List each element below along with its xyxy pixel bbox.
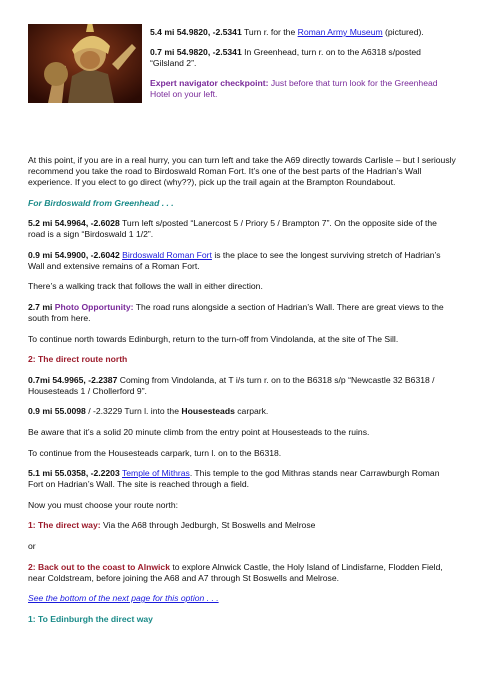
mithras-distance: 5.1 mi 55.0358, -2.2203 <box>28 468 120 479</box>
birdoswald-distance: 0.9 mi 54.9900, -2.6042 <box>28 249 120 260</box>
photo-opportunity: 2.7 mi Photo Opportunity: The road runs alongside a section of Hadrian’s Wall. There are great views to the south from here. <box>28 301 444 323</box>
birdoswald-roman-fort-link[interactable]: Birdoswald Roman Fort <box>122 249 212 260</box>
choose-route-note: Now you must choose your route north: <box>28 499 178 510</box>
museum-direction: 5.4 mi 54.9820, -2.5341 Turn r. for the Roman Army Museum (pictured). <box>150 27 424 37</box>
housesteads-distance: 0.9 mi 55.0098 <box>28 406 86 417</box>
vindolanda-distance: 0.7mi 54.9965, -2.2387 <box>28 374 118 385</box>
navigator-checkpoint-label: Expert navigator checkpoint: <box>150 78 269 88</box>
option-alnwick-label: 2: Back out to the coast to Alnwick <box>28 561 170 572</box>
housesteads-name: Housesteads <box>181 406 235 417</box>
roman-army-museum-link[interactable]: Roman Army Museum <box>297 27 383 37</box>
temple-of-mithras-link[interactable]: Temple of Mithras <box>121 468 190 479</box>
see-next-page-link[interactable]: See the bottom of the next page for this option . . . <box>28 593 219 604</box>
housesteads-direction: 0.9 mi 55.0098 / -2.3229 Turn l. into the Housesteads carpark. <box>28 406 269 417</box>
continue-north-note: To continue north towards Edinburgh, return to the turn-off from Vindolanda, at the site of The Sill. <box>28 333 399 344</box>
navigator-checkpoint: Expert navigator checkpoint: Just before that turn look for the Greenhead Hotel on your left. <box>150 78 438 99</box>
lanercost-distance: 5.2 mi 54.9964, -2.6028 <box>28 218 120 229</box>
climb-note: Be aware that it’s a solid 20 minute climb from the entry point at Housesteads to the ruins. <box>28 426 370 437</box>
birdoswald-direction: 0.9 mi 54.9900, -2.6042 Birdoswald Roman Fort is the place to see the longest surviving stretch of Hadrian’s Wall and extensive remains of a Roman Fort. <box>28 249 441 271</box>
birdoswald-heading: For Birdoswald from Greenhead . . . <box>28 197 174 208</box>
greenhead-distance: 0.7 mi 54.9820, -2.5341 <box>150 47 242 57</box>
greenhead-direction: 0.7 mi 54.9820, -2.5341 In Greenhead, turn r. on to the A6318 s/posted “Gilsland 2”. <box>150 47 421 68</box>
intro-paragraph: At this point, if you are in a real hurry, you can turn left and take the A69 directly towards Carlisle – but I seriously recommend you take the road to Birdoswald Roman Fort. It’s one of the best parts of the Hadrian’s Wall experience. If you elect to go direct (why??), pick up the trail again at the Brampton Roundabout. <box>28 155 456 187</box>
mithras-direction: 5.1 mi 55.0358, -2.2203 Temple of Mithras. This temple to the god Mithras stands near Carrawburgh Roman Fort on Hadrian’s Wall. The site is reached through a field. <box>28 468 440 490</box>
museum-distance: 5.4 mi 54.9820, -2.5341 <box>150 27 242 37</box>
edinburgh-direct-heading: 1: To Edinburgh the direct way <box>28 613 153 624</box>
main-column <box>28 155 456 634</box>
photo-opportunity-distance: 2.7 mi <box>28 301 53 312</box>
option-direct-way: 1: The direct way: Via the A68 through Jedburgh, St Boswells and Melrose <box>28 520 316 531</box>
option-direct-way-label: 1: The direct way: <box>28 520 101 531</box>
lanercost-direction: 5.2 mi 54.9964, -2.6028 Turn left s/posted “Lanercost 5 / Priory 5 / Brampton 7”. On the opposite side of the road is a sign “Birdoswald 1 1/2”. <box>28 218 437 240</box>
side-column <box>150 27 450 109</box>
from-carpark-note: To continue from the Housesteads carpark, turn l. on to the B6318. <box>28 447 282 458</box>
direct-route-heading: 2: The direct route north <box>28 354 128 365</box>
photo-opportunity-label: Photo Opportunity: <box>52 301 134 312</box>
roman-soldier-statue-photo <box>28 24 142 103</box>
roman-soldier-statue-image <box>28 24 142 103</box>
option-alnwick: 2: Back out to the coast to Alnwick to explore Alnwick Castle, the Holy Island of Lindisfarne, Flodden Field, near Coldstream, before joining the A68 and A7 through St Boswells and Melrose. <box>28 561 443 583</box>
or-text: or <box>28 540 36 551</box>
walking-track-note: There’s a walking track that follows the wall in either direction. <box>28 281 263 292</box>
vindolanda-direction: 0.7mi 54.9965, -2.2387 Coming from Vindolanda, at T i/s turn r. on to the B6318 s/p “Newcastle 32 B6318 / Housesteads 1 / Chollerford 9”. <box>28 374 435 396</box>
